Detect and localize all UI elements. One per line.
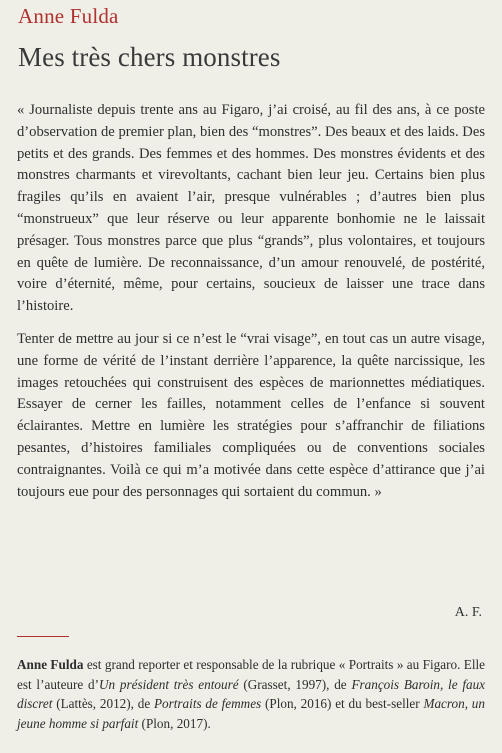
bio-book-2: François Baroin, le faux discret	[17, 676, 486, 711]
bio-text-5: (Plon, 2017).	[138, 715, 211, 731]
quote-signature: A. F.	[454, 605, 482, 620]
bio-text-4: (Plon, 2016) et du best-seller	[261, 696, 424, 711]
author-quote	[17, 100, 485, 503]
quote-paragraph-1: « Journaliste depuis trente ans au Figaro, j’ai croisé, au fil des ans, à ce poste d’observation de premier plan, bien des “monstres”. Des beaux et des laids. Des petits et des grands. Des femmes et des hommes. Des monstres évidents et des monstres charmants et virevoltants, cachant bien leur jeu. Certains bien plus fragiles qu’ils en avaient l’air, presque vulnérables ; d’autres bien plus “monstrueux” que leur réserve ou leur apparente bonhomie ne le laissait présager. Tous monstres parce que plus “grands”, plus volontaires, et toujours en quête de lumière. De reconnaissance, d’un amour renouvelé, de postérité, voire d’éternité, même, pour certains, soucieux de laisser une trace dans l’histoire.	[17, 102, 485, 315]
author-bio	[17, 655, 485, 733]
book-title: Mes très chers monstres	[18, 42, 281, 72]
quote-paragraph-2: Tenter de mettre au jour si ce n’est le “vrai visage”, en tout cas un autre visage, une forme de vérité de l’instant derrière l’apparence, la quête narcissique, les images retouchées qui construisent des espèces de marionnettes médiatiques. Essayer de cerner les failles, notamment celles de l’enfance si souvent éclairantes. Mettre en lumière les stratégies pour s’affranchir de filiations pesantes, d’histoires familiales compliquées ou de conventions sociales contraignantes. Voilà ce qui m’a motivée dans cette espèce d’attirance que j’ai toujours eue pour des personnages qui sortaient du commun. »	[17, 330, 485, 500]
bio-text-1: est grand reporter et responsable de la rubrique « Portraits » au Figaro. Elle est l’auteure d’	[17, 657, 485, 692]
bio-book-3: Portraits de femmes	[153, 696, 262, 711]
bio-author-name: Anne Fulda	[17, 657, 84, 672]
author-name: Anne Fulda	[18, 4, 119, 28]
accent-divider	[17, 636, 69, 637]
bio-book-1: Un président très entouré	[99, 676, 239, 692]
bio-text-2: (Grasset, 1997), de	[238, 676, 352, 692]
bio-book-4: Macron, un jeune homme si parfait	[17, 696, 485, 731]
bio-text-3: (Lattès, 2012), de	[52, 696, 154, 711]
